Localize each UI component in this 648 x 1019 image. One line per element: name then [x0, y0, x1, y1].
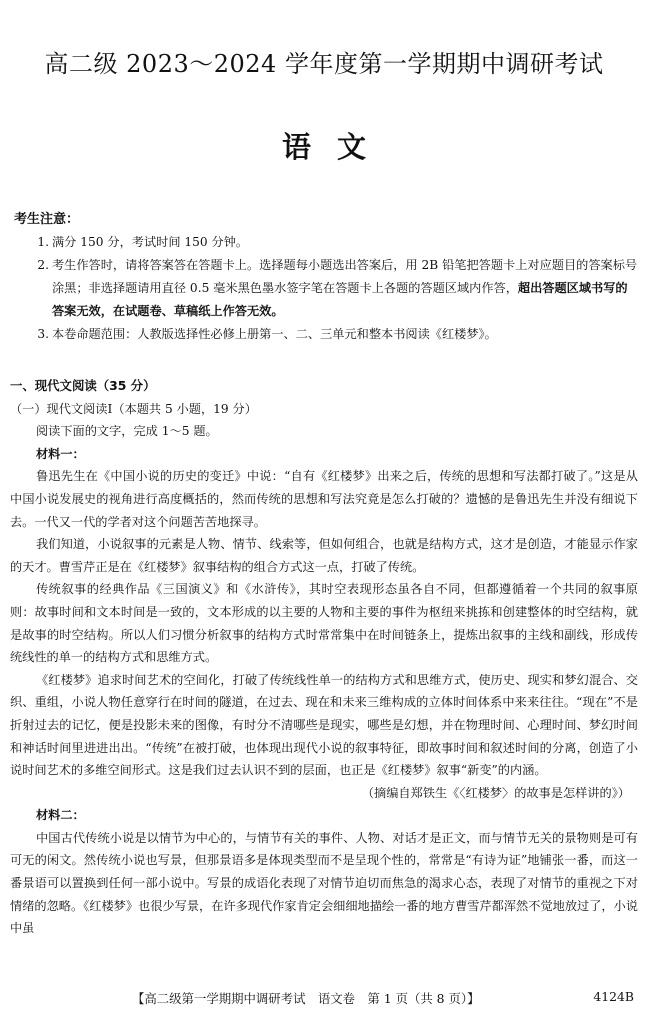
- notice-item-text: [52, 254, 638, 323]
- material-1-source: （摘编自郑铁生《〈红楼梦〉的故事是怎样讲的》）: [361, 785, 630, 800]
- subsection-heading: （一）现代文阅读Ⅰ（本题共 5 小题，19 分）: [10, 401, 257, 416]
- notice-heading: 考生注意：: [14, 212, 80, 227]
- material-1-paragraph: 传统叙事的经典作品《三国演义》和《水浒传》，其时空表现形态虽各自不同，但都遵循着一个共同的叙事原则：故事时间和文本时间是一致的，文本形成的以主要的人物和主要的事件为枢纽来挑拣和创建整体的时空结构，就是故事的时空结构。所以人们习惯分析叙事的结构方式时常常集中在时间链条上，提炼出叙事的主线和副线，形成传统线性的单一的结构方式和思维方式。: [10, 582, 638, 665]
- material-2-label: 材料二：: [36, 808, 85, 823]
- notice-item: [14, 231, 638, 254]
- material-1-paragraph: 鲁迅先生在《中国小说的历史的变迁》中说：“自有《红楼梦》出来之后，传统的思想和写法都打破了。”这是从中国小说发展史的视角进行高度概括的，然而传统的思想和写法究竟是怎么打破的？遗憾的是鲁迅先生并没有细说下去。一代又一代的学者对这个问题苦苦地探寻。: [10, 469, 638, 529]
- notice-item-number: 3.: [37, 327, 49, 341]
- candidate-notice: [14, 208, 638, 346]
- section-heading: 一、现代文阅读（35 分）: [10, 378, 156, 393]
- notice-item: [14, 323, 638, 346]
- notice-item-text: 满分 150 分，考试时间 150 分钟。: [52, 235, 249, 249]
- material-1-paragraph: 我们知道，小说叙事的元素是人物、情节、线索等，但如何组合，也就是结构方式，这才是创造，才能显示作家的天才。曹雪芹正是在《红楼梦》叙事结构的组合方式这一点，打破了传统。: [10, 537, 638, 574]
- footer-page-info: 【高二级第一学期期中调研考试 语文卷 第 1 页（共 8 页）】: [132, 991, 480, 1006]
- footer-exam-code: 4124B: [593, 989, 634, 1004]
- notice-item-text: 本卷命题范围：人教版选择性必修上册第一、二、三单元和整本书阅读《红楼梦》。: [52, 327, 497, 341]
- exam-title: 高二级 2023～2024 学年度第一学期期中调研考试: [44, 50, 604, 78]
- reading-section: [10, 375, 638, 940]
- material-2-paragraph: 中国古代传统小说是以情节为中心的，与情节有关的事件、人物、对话才是正文，而与情节无关的景物则是可有可无的闲文。然传统小说也写景，但那景语多是体现类型而不是呈现个性的，常常是“有诗为证”地铺张一番，而这一番景语可以置换到任何一部小说中。写景的成语化表现了对情节迫切而焦急的渴求心态，表现了对情节的重视之下对情绪的忽略。《红楼梦》也很少写景，在许多现代作家肯定会细细地描绘一番的地方曹雪芹都浑然不觉地放过了，小说中虽: [10, 830, 638, 936]
- notice-item-number: 2.: [37, 258, 49, 272]
- material-1-label: 材料一：: [36, 446, 85, 461]
- notice-item-plain: 考生作答时，请将答案答在答题卡上。选择题每小题选出答案后，用 2B 铅笔把答题卡上对应题目的答案标号涂黑；非选择题请用直径 0.5 毫米黑色墨水签字笔在答题卡上各题的答题区域内作答，: [52, 258, 638, 295]
- notice-item-emphasis: 超出答题区域书写的答案无效，在试题卷、草稿纸上作答无效。: [52, 281, 628, 318]
- subject-title: 语文: [281, 130, 392, 164]
- notice-item-number: 1.: [37, 235, 49, 249]
- material-1-paragraph: 《红楼梦》追求时间艺术的空间化，打破了传统线性单一的结构方式和思维方式，使历史、现实和梦幻混合、交织、重组，小说人物任意穿行在时间的隧道，在过去、现在和未来三维构成的立体时间体系中来来往往。“现在”不是折射过去的记忆，便是投影未来的图像，有时分不清哪些是现实，哪些是幻想，并在物理时间、心理时间、梦幻时间和神话时间里进进出出。“传统”在被打破，也体现出现代小说的叙事特征，即故事时间和叙述时间的分离，创造了小说时间艺术的多维空间形式。这是我们过去认识不到的层面，也正是《红楼梦》叙事“新变”的内涵。: [10, 672, 638, 778]
- reading-instruction: 阅读下面的文字，完成 1～5 题。: [36, 424, 218, 439]
- notice-item: [14, 254, 638, 323]
